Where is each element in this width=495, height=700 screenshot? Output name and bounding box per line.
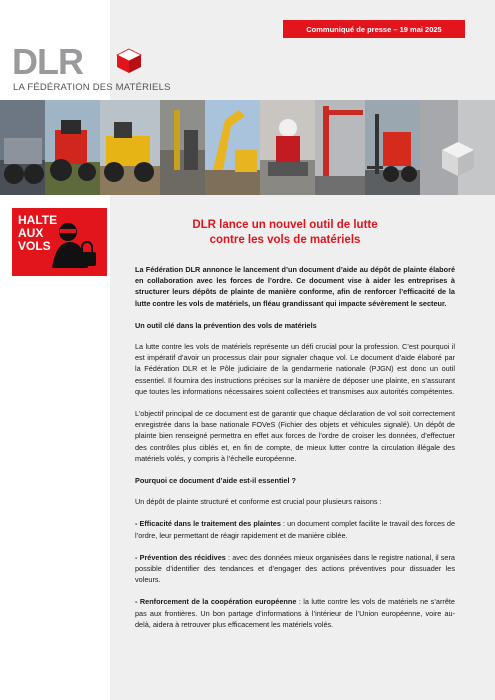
paragraph-3: Un dépôt de plainte structuré et conforme est crucial pour plusieurs raisons : (135, 497, 382, 507)
dump-truck-photo (0, 100, 45, 195)
wheel-loader-photo (100, 100, 160, 195)
bullet-1-label: - Efficacité dans le traitement des plaintes (135, 519, 281, 529)
logo-letters: DLR (12, 41, 83, 82)
bullet-3-label: - Renforcement de la coopération européenne (135, 597, 297, 607)
badge-line2: AUX (18, 226, 44, 240)
dlr-logo (12, 41, 171, 94)
bullet-3-text: : la lutte contre les vols de matériels ne s’arrête pas aux frontières. Un bon partage d’informations à l’intérieur de l’Union européenne, voire au-delà, aidera à retrouver plus efficacement les matériels volés. (135, 597, 455, 629)
logo-subtitle: LA FÉDÉRATION DES MATÉRIELS (13, 82, 171, 93)
page-title (150, 218, 420, 248)
title-line2: contre les vols de matériels (209, 234, 361, 246)
bullet-2-label: - Prévention des récidives (135, 552, 226, 562)
excavator-photo (205, 100, 260, 195)
bullet-3 (135, 596, 455, 630)
section-heading-1: Un outil clé dans la prévention des vols de matériels (135, 320, 317, 330)
paragraph-1: La lutte contre les vols de matériels représente un défi crucial pour la profession. C’est pourquoi il est impératif d’avoir un processus clair pour signaler chaque vol. Le document d’aide élaboré par la Fédération DLR et le Pôle judiciaire de la gendarmerie nationale (PJGN) est donc un outil essentiel. Il fournira des instructions précises sur la manière de déposer une plainte, en s’assurant que toutes les informations nécessaires soient collectées et transmises aux autorités compétentes. (135, 342, 455, 396)
section-heading-2: Pourquoi ce document d’aide est-il essentiel ? (135, 476, 296, 486)
badge-line1: HALTE (18, 213, 58, 227)
bullet-2-text: : avec des données mieux organisées dans le registre national, il sera possible d’identifier des tendances et d’engager des actions préventives pour dissuader les voleurs. (135, 552, 455, 585)
halte-aux-vols-badge (12, 208, 107, 276)
paragraph-2: L’objectif principal de ce document est de garantir que chaque déclaration de vol soit correctement enregistrée dans la base nationale FOVeS (Fichier des objets et véhicules signalé). Un dépôt de plainte bien renseigné permettra en effet aux forces de l’ordre de croiser les données, d’effectuer des contrôles plus ciblés et, en fin de compte, de mieux lutter contre la circulation illégale des matériels volés, y compris à l’échelle européenne. (135, 409, 455, 463)
bullet-2 (135, 552, 455, 586)
cube-icon (116, 48, 142, 74)
bullet-1-text: : un document complet facilite le travail des forces de l’ordre, leur permettant de réagir rapidement et de manière ciblée. (135, 519, 455, 540)
red-tractor-photo (45, 100, 100, 195)
article-body (135, 264, 455, 641)
bullet-1 (135, 518, 455, 540)
date-banner: Communiqué de presse – 19 mai 2025 (283, 20, 465, 38)
intro-paragraph: La Fédération DLR annonce le lancement d’un document d’aide au dépôt de plainte élaboré en collaboration avec les forces de l’ordre. Ce document vise à aider les entreprises à structurer leurs dépôts de plainte de manière conforme, afin de renforcer l’efficacité de la lutte contre les vols de matériels, un fléau grandissant qui impacte sévèrement le secteur. (135, 265, 455, 308)
title-line1: DLR lance un nouvel outil de lutte (192, 219, 378, 231)
worker-photo (260, 100, 315, 195)
crane-photo (315, 100, 365, 195)
drilling-photo (160, 100, 205, 195)
forklift-photo (365, 100, 420, 195)
photo-strip (0, 100, 495, 195)
cube-photo (420, 100, 495, 195)
badge-line3: VOLS (18, 239, 51, 253)
